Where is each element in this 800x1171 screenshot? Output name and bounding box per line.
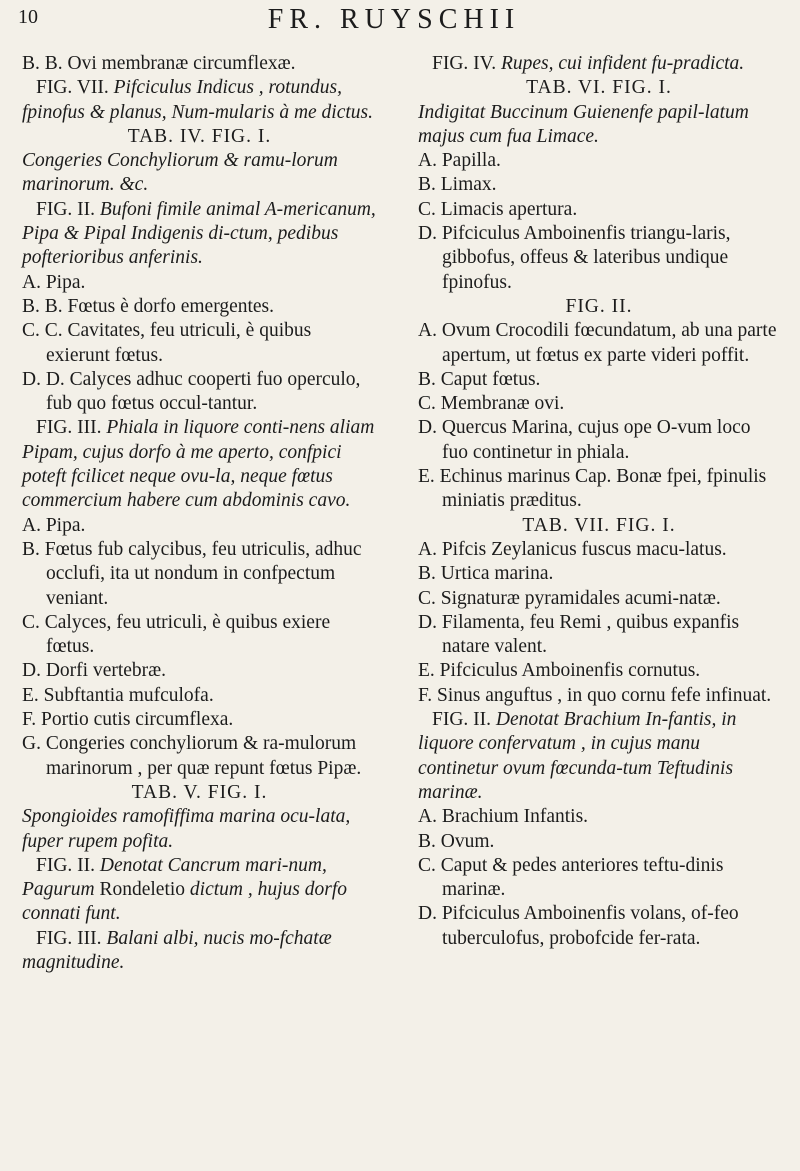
legend-entry: B. Caput fœtus. xyxy=(418,368,541,390)
page-header xyxy=(18,4,770,48)
legend-entry: B. Fœtus fub calycibus, feu utriculis, adhuc occlufi, ita ut nondum in confpectum veniant. xyxy=(22,538,362,609)
running-title: FR. RUYSCHII xyxy=(267,4,521,35)
legend-entry: F. Portio cutis circumflexa. xyxy=(22,709,234,731)
plate-heading: TAB. VII. FIG. I. xyxy=(522,514,676,536)
legend-entry: G. Congeries conchyliorum & ra-mulorum marinorum , per quæ repunt fœtus Pipæ. xyxy=(22,733,362,779)
legend-entry: A. Brachium Infantis. xyxy=(418,806,589,828)
legend-entry: B. B. Ovi membranæ circumflexæ. xyxy=(22,53,296,74)
legend-entry: C. Calyces, feu utriculi, è quibus exiere fœtus. xyxy=(22,611,331,658)
plate-heading: TAB. V. FIG. I. xyxy=(131,781,268,803)
legend-entry: B. Ovum. xyxy=(418,830,495,852)
legend-entry: C. C. Cavitates, feu utriculi, è quibus exierunt fœtus. xyxy=(22,320,312,366)
legend-entry: D. D. Calyces adhuc cooperti fuo operculo, fub quo fœtus occul-tantur. xyxy=(22,368,361,415)
legend-entry: B. Urtica marina. xyxy=(418,563,554,585)
legend-entry: E. Pifciculus Amboinenfis cornutus. xyxy=(418,660,701,682)
legend-entry: E. Subftantia mufculofa. xyxy=(22,684,214,706)
legend-entry: D. Quercus Marina, cujus ope O-vum loco fuo continetur in phiala. xyxy=(418,417,751,463)
legend-entry: B. B. Fœtus è dorfo emergentes. xyxy=(22,295,275,317)
legend-entry: D. Pifciculus Amboinenfis volans, of-feo tuberculofus, probofcide fer-rata. xyxy=(418,903,739,949)
figure-caption: FIG. III. Phiala in liquore conti-nens aliam Pipam, cujus dorfo à me aperto, confpici poteft fcilicet neque ovu-la, neque fœtus commercium habere cum abdominis cavo. xyxy=(22,417,375,512)
figure-caption: FIG. IV. Rupes, cui infident fu-pradicta. xyxy=(432,53,745,74)
right-column xyxy=(418,52,780,951)
figure-caption: FIG. II. Denotat Cancrum mari-num, Pagurum Rondeletio dictum , hujus dorfo connati funt. xyxy=(22,854,348,925)
legend-entry: A. Pipa. xyxy=(22,271,86,293)
legend-entry: B. Limax. xyxy=(418,174,497,196)
legend-entry: C. Limacis apertura. xyxy=(418,198,578,220)
figure-caption: FIG. II. Denotat Brachium In-fantis, in liquore confervatum , in cujus manu continetur ovum fœcunda-tum Teftudinis marinæ. xyxy=(418,709,737,803)
legend-entry: Indigitat Buccinum Guienenfe papil-latum majus cum fua Limace. xyxy=(418,101,749,147)
plate-heading: TAB. IV. FIG. I. xyxy=(127,125,272,147)
figure-caption: FIG. VII. Pifciculus Indicus , rotundus, fpinofus & planus, Num-mularis à me dictus. xyxy=(22,77,374,123)
figure-caption: FIG. II. Bufoni fimile animal A-mericanum, Pipa & Pipal Indigenis di-ctum, pedibus pofterioribus anferinis. xyxy=(22,198,376,269)
legend-entry: Spongioides ramofiffima marina ocu-lata, fuper rupem pofita. xyxy=(22,806,351,852)
plate-heading: TAB. VI. FIG. I. xyxy=(526,77,672,99)
figure-caption: FIG. III. Balani albi, nucis mo-fchatæ magnitudine. xyxy=(22,927,332,973)
legend-entry: Congeries Conchyliorum & ramu-lorum marinorum. &c. xyxy=(22,150,338,196)
legend-entry: D. Dorfi vertebræ. xyxy=(22,660,167,682)
legend-entry: D. Pifciculus Amboinenfis triangu-laris, gibbofus, offeus & lateribus undique fpinofus. xyxy=(418,223,731,293)
legend-entry: D. Filamenta, feu Remi , quibus expanfis natare valent. xyxy=(418,611,740,658)
legend-entry: A. Papilla. xyxy=(418,150,501,172)
legend-entry: A. Ovum Crocodili fœcundatum, ab una parte apertum, ut fœtus ex parte videri poffit. xyxy=(418,320,777,366)
left-column xyxy=(22,52,377,975)
plate-heading: FIG. II. xyxy=(565,295,633,317)
legend-entry: C. Caput & pedes anteriores teftu-dinis marinæ. xyxy=(418,854,724,901)
page-number: 10 xyxy=(18,6,38,28)
legend-entry: A. Pipa. xyxy=(22,514,86,536)
legend-entry: A. Pifcis Zeylanicus fuscus macu-latus. xyxy=(418,538,727,560)
legend-entry: F. Sinus anguftus , in quo cornu fefe infinuat. xyxy=(418,684,772,706)
legend-entry: C. Membranæ ovi. xyxy=(418,393,565,415)
legend-entry: E. Echinus marinus Cap. Bonæ fpei, fpinulis miniatis præditus. xyxy=(418,466,767,512)
legend-entry: C. Signaturæ pyramidales acumi-natæ. xyxy=(418,587,721,609)
